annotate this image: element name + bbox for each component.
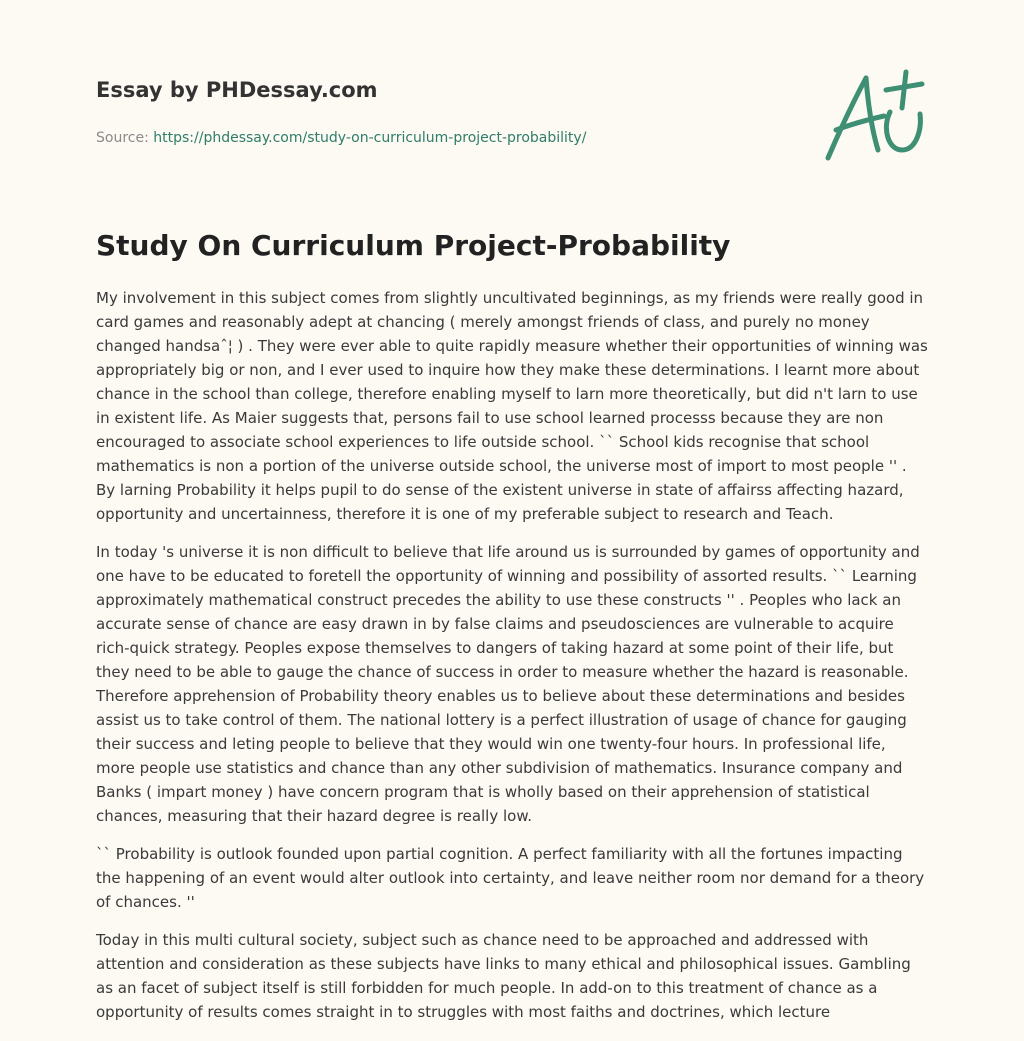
- source-label: Source:: [96, 130, 149, 146]
- essay-paragraph: Today in this multi cultural society, subject such as chance need to be approached and addressed with attention and consideration as these subjects have links to many ethical and philosophical issues. Gambling as an facet of subject itself is still forbidden for much people. In add-on to this treatment of chance as a opportunity of results comes straight in to struggles with most faiths and doctrines, which lecture: [96, 931, 911, 1021]
- essay-paragraph: My involvement in this subject comes from slightly uncultivated beginnings, as my friends were really good in card games and reasonably adept at chancing ( merely amongst friends of class, and purely no money changed handsaˆ¦ ) . They were ever able to quite rapidly measure whether their opportunities of winning was appropriately big or non, and I ever used to inquire how they make these determinations. I learnt more about chance in the school than college, therefore enabling myself to larn more theoretically, but did n't larn to use in existent life. As Maier suggests that, persons fail to use school learned processs because they are non encouraged to associate school experiences to life outside school. `` School kids recognise that school mathematics is non a portion of the universe outside school, the universe most of import to most people '' . By larning Probability it helps pupil to do sense of the existent universe in state of affairss affecting hazard, opportunity and uncertainness, therefore it is one of my preferable subject to research and Teach.: [96, 289, 928, 523]
- essay-title: Study On Curriculum Project-Probability: [96, 229, 731, 262]
- site-brand: Essay by PHDessay.com: [96, 78, 378, 102]
- essay-paragraph: `` Probability is outlook founded upon partial cognition. A perfect familiarity with all the fortunes impacting the happening of an event would alter outlook into certainty, and leave neither room nor demand for a theory of chances. '': [96, 845, 925, 911]
- source-link[interactable]: https://phdessay.com/study-on-curriculum-project-probability/: [153, 130, 587, 146]
- source-line: [96, 128, 796, 148]
- essay-paragraph: In today 's universe it is non difficult to believe that life around us is surrounded by games of opportunity and one have to be educated to foretell the opportunity of winning and possibility of assorted results. `` Learning approximately mathematical construct precedes the ability to use these constructs '' . Peoples who lack an accurate sense of chance are easy drawn in by false claims and pseudosciences are vulnerable to acquire rich-quick strategy. Peoples expose themselves to dangers of taking hazard at some point of their life, but they need to be able to gauge the chance of success in order to measure whether the hazard is reasonable. Therefore apprehension of Probability theory enables us to believe about these determinations and besides assist us to take control of them. The national lottery is a perfect illustration of usage of chance for gauging their success and leting people to believe that they would win one twenty-four hours. In professional life, more people use statistics and chance than any other subdivision of mathematics. Insurance company and Banks ( impart money ) have concern program that is wholly based on their apprehension of statistical chances, measuring that their hazard degree is really low.: [96, 543, 920, 825]
- a-plus-logo-icon: [822, 68, 932, 164]
- essay-body: [96, 286, 928, 1038]
- essay-header: [96, 72, 796, 148]
